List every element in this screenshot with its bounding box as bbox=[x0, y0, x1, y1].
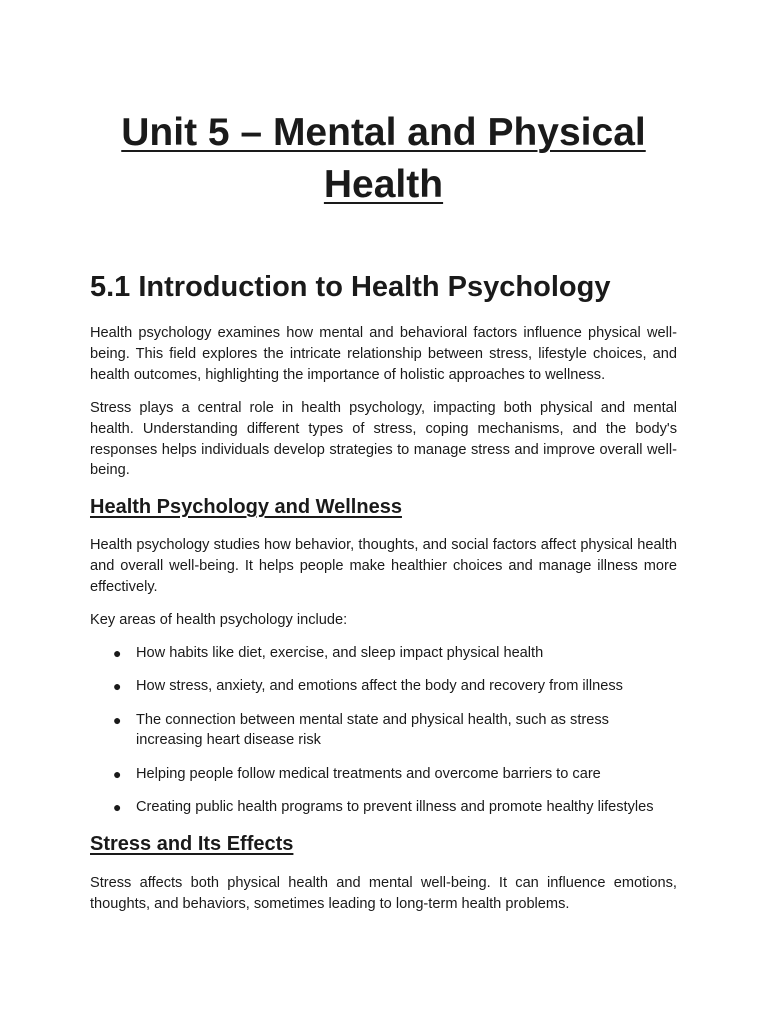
wellness-heading: Health Psychology and Wellness bbox=[90, 496, 402, 518]
list-item-text: How stress, anxiety, and emotions affect the body and recovery from illness bbox=[136, 678, 623, 694]
intro-paragraph-1: Health psychology examines how mental and behavioral factors influence physical well-being. This field explores the intricate relationship between stress, lifestyle choices, and health outcomes, highlighting the importance of holistic approaches to wellness. bbox=[90, 325, 677, 383]
stress-heading: Stress and Its Effects bbox=[90, 833, 294, 855]
bullet-icon: ● bbox=[113, 766, 122, 782]
wellness-paragraph: Health psychology studies how behavior, thoughts, and social factors affect physical health and overall well-being. It helps people make healthier choices and manage illness more effectively. bbox=[90, 537, 677, 595]
bullet-icon: ● bbox=[113, 678, 122, 694]
list-item-text: The connection between mental state and physical health, such as stress increasing heart disease risk bbox=[136, 712, 609, 749]
list-item-text: Creating public health programs to prevent illness and promote healthy lifestyles bbox=[136, 799, 654, 815]
list-item-text: How habits like diet, exercise, and sleep impact physical health bbox=[136, 645, 544, 661]
stress-paragraph: Stress affects both physical health and mental well-being. It can influence emotions, thoughts, and behaviors, sometimes leading to long-term health problems. bbox=[90, 875, 677, 912]
bullet-icon: ● bbox=[113, 645, 122, 661]
intro-paragraph-2: Stress plays a central role in health psychology, impacting both physical and mental health. Understanding different types of stress, coping mechanisms, and the body's responses helps individuals develop strategies to manage stress and improve overall well-being. bbox=[90, 400, 677, 479]
bullet-icon: ● bbox=[113, 799, 122, 815]
list-intro: Key areas of health psychology include: bbox=[90, 612, 348, 628]
list-item-text: Helping people follow medical treatments and overcome barriers to care bbox=[136, 766, 601, 782]
document-title: Unit 5 – Mental and Physical Health bbox=[121, 111, 646, 206]
section-heading: 5.1 Introduction to Health Psychology bbox=[90, 271, 611, 303]
bullet-icon: ● bbox=[113, 712, 122, 728]
